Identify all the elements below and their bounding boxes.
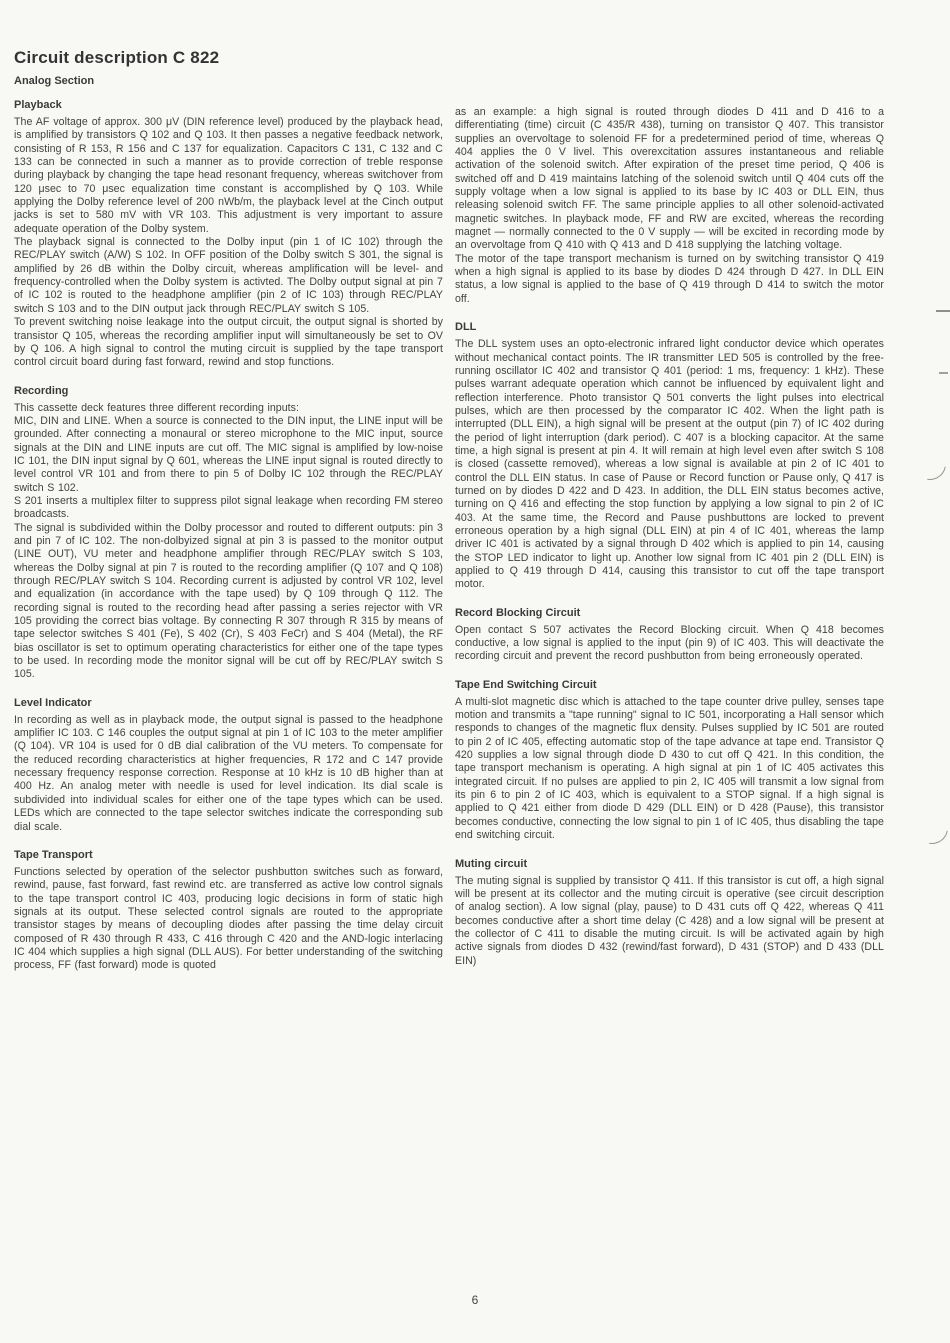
paragraph: A multi-slot magnetic disc which is attached to the tape counter drive pulley, senses tape motion and transmits a "tape running" signal to IC 501, incorporating a Hall sensor which responds to changes of the magnetic flux density. Pulses supplied by IC 501 are routed to pin 2 of IC 405, effecting automatic stop of the tape advance at tape end. Transistor Q 420 supplies a low signal through diode D 430 to cut off Q 421. In this condition, the tape transport mechanism is operating. A high signal at pin 1 of IC 405 activates this integrated circuit. If no pulses are applied to pin 2, IC 405 will transmit a low signal from its pin 6 to pin 2 of IC 403, which is equivalent to a STOP signal. If a high signal is applied to Q 421 either from diode D 429 (DLL EIN) or D 428 (Pause), this transistor becomes conductive, connecting the low signal to pin 1 of IC 405, thus disabling the tape end switching circuit. bbox=[455, 695, 884, 842]
section-tape-end-switching-circuit bbox=[455, 679, 884, 843]
left-column bbox=[14, 89, 443, 973]
paragraph: To prevent switching noise leakage into the output circuit, the output signal is shorted by transistor Q 105, whereas the recording amplifier input will simultaneously be set to OV by Q 106. A high signal to control the muting circuit is supplied by the tape transport control circuit board during fast forward, rewind and stop functions. bbox=[14, 316, 443, 369]
section-tape-transport bbox=[14, 849, 443, 973]
section-heading-muting-circuit: Muting circuit bbox=[455, 857, 528, 870]
section-heading-tape-end-switching-circuit: Tape End Switching Circuit bbox=[455, 678, 597, 691]
scan-artifact bbox=[936, 310, 950, 312]
section-dll bbox=[455, 321, 884, 592]
section-recording bbox=[14, 385, 443, 682]
paragraph: Functions selected by operation of the selector pushbutton switches such as forward, rewind, pause, fast forward, fast rewind etc. are transferred as active low control signals to the tape transport control IC 403, producing logic decisions in form of static high signals at its output. These selected control signals are routed to the appropriate transistor stages by means of decoupling diodes after passing the time delay circuit composed of R 430 through R 433, C 416 through C 420 and the AND-logic interlacing IC 404 which supplies a high signal (DLL AUS). For better understanding of the switching process, FF (fast forward) mode is quoted bbox=[14, 865, 443, 972]
section-heading-tape-transport: Tape Transport bbox=[14, 848, 93, 861]
doc-header bbox=[14, 48, 884, 87]
paragraph: The muting signal is supplied by transistor Q 411. If this transistor is cut off, a high signal will be present at its collector and the muting circuit is operative (see circuit description of analog section). A low signal (play, pause) to D 431 cuts off Q 422, whereas Q 411 becomes conductive after a short time delay (C 428) and a low signal will be present at the collector of C 411 to disable the muting circuit. Is will be activated again by high active signals from diodes D 432 (rewind/fast forward), D 431 (STOP) and D 433 (DLL EIN) bbox=[455, 874, 884, 967]
paragraph: The motor of the tape transport mechanism is turned on by switching transistor Q 419 when a high signal is applied to its base by diodes D 424 through D 427. In DLL EIN status, a low signal is applied to the base of Q 419 through D 414 to switch the motor off. bbox=[455, 252, 884, 305]
two-column-layout bbox=[14, 89, 884, 973]
paragraph: S 201 inserts a multiplex filter to suppress pilot signal leakage when recording FM stereo broadcasts. bbox=[14, 494, 443, 521]
section-heading-level-indicator: Level Indicator bbox=[14, 696, 92, 709]
paragraph: The playback signal is connected to the Dolby input (pin 1 of IC 102) through the REC/PLAY switch (A/W) S 102. In OFF position of the Dolby switch S 301, the signal is amplified by 26 dB within the Dolby circuit, whereas amplification will be level- and frequency-controlled when the Dolby system is activted. The Dolby output signal at pin 7 of IC 102 is routed to the headphone amplifier (pin 2 of IC 103) through REC/PLAY switch S 103 and to the DIN output jack through REC/PLAY switch S 105. bbox=[14, 236, 443, 315]
analog-section-label: Analog Section bbox=[14, 75, 95, 87]
right-column bbox=[455, 89, 884, 973]
paragraph: as an example: a high signal is routed through diodes D 411 and D 416 to a differentiating (time) circuit (C 435/R 438), turning on transistor Q 407. This transistor supplies an overvoltage to solenoid FF for a predetermined period of time, whereas Q 404 applies the 0 V livel. This overexcitation assures instantaneous and reliable activation of the solenoid switch. After expiration of the preset time period, Q 406 is switched off and D 419 maintains latching of the solenoid switch until Q 404 cuts off the supply voltage when a low signal is applied to its base by IC 403 or DLL EIN, thus releasing solenoid switch FF. The same principle applies to all other solenoid-activated magnetic switches. In playback mode, FF and RW are excited, whereas the recording magnet — normally connected to the 0 V supply — will be excited in recording mode by an overvoltage from Q 410 with Q 413 and D 418 supplying the latching voltage. bbox=[455, 106, 884, 252]
section-heading-recording: Recording bbox=[14, 384, 69, 397]
scan-artifact bbox=[908, 442, 950, 487]
section-playback bbox=[14, 99, 443, 370]
page-number: 6 bbox=[471, 1293, 479, 1307]
section-muting-circuit bbox=[455, 858, 884, 968]
paragraph: Open contact S 507 activates the Record Blocking circuit. When Q 418 becomes conductive, a low signal is applied to the input (pin 9) of IC 403. This will deactivate the recording circuit and prevent the record pushbutton from being erroneously operated. bbox=[455, 623, 884, 663]
paragraph: The AF voltage of approx. 300 μV (DIN reference level) produced by the playback head, is amplified by transistors Q 102 and Q 103. It then passes a negative feedback network, consisting of R 153, R 156 and C 137 for equalization. Capacitors C 131, C 132 and C 133 can be connected in such a manner as to provide correction of treble response during playback by changing the tape head resonant frequency, whereas switchover from 120 μsec to 70 μsec equalization time constant is accomplished by Q 103. While applying the Dolby reference level of 200 nWb/m, the playback level at the Cinch output jacks is set to 580 mV with VR 103. This adjustment is very important to assure adequate operation of the Dolby system. bbox=[14, 116, 443, 235]
paragraph: The DLL system uses an opto-electronic infrared light conductor device which operates without mechanical contact points. The IR transmitter LED 505 is controlled by the free-running oscillator IC 402 and transistor Q 401 (period: 1 ms, frequency: 1 kHz). These pulses warrant adequate operation which cannot be influenced by equivalent light and reflection interference. Photo transistor Q 501 converts the light pulses into electrical pulses, which are then processed by the comparator IC 402. When the light path is interrupted (DLL EIN), a high signal will be present at the output (pin 7) of IC 402 during the period of light interruption (dark period). C 407 is a blocking capacitor. At the same time, a high signal is present at pin 4. It will remain at high level even after switch S 108 is closed (cassette removed), whereas a low signal is available at pin 2 of IC 401 to control the DLL EIN status. In case of Pause or Record function or Pause only, Q 417 is turned on by diodes D 422 and D 423. In addition, the DLL EIN status becomes active, turning on Q 416 and effecting the stop function by applying a low signal to pin 2 of IC 403. At the same time, the Record and Pause pushbuttons are locked to prevent erroneous operation by a high signal (DLL EIN) at pin 4 of IC 401, whereas the lamp driver IC 401 is activated by a signal through D 402 which is applied to pin 14, causing the STOP LED indicator to light up. Another low signal from IC 401 pin 2 (DLL EIN) is applied to Q 419 through D 414, causing this transistor to cut off the tape transport motor. bbox=[455, 338, 884, 591]
section-record-blocking-circuit bbox=[455, 607, 884, 664]
paragraph: The signal is subdivided within the Dolby processor and routed to different outputs: pin 3 and pin 7 of IC 102. The non-dolbyized signal at pin 3 is passed to the monitor output (LINE OUT), VU meter and headphone amplifier through REC/PLAY switch S 103, whereas the Dolby signal at pin 7 is routed to the recording amplifier (Q 107 and Q 108) through REC/PLAY switch S 104. Recording current is adjusted by control VR 102, level and equalization (in accordance with the tape used) by Q 109 through Q 112. The recording signal is routed to the recording head after passing a series rejector with VR 105 providing the correct bias voltage. By connecting R 307 through R 315 by means of tape selector switches S 401 (Fe), S 402 (Cr), S 403 FeCr) and S 404 (Metal), the RF bias oscillator is set to optimum operating characteristics for either one of the tape types to be used. In recording mode the monitor signal will be cut off by REC/PLAY switch S 105. bbox=[14, 521, 443, 681]
section-heading-record-blocking-circuit: Record Blocking Circuit bbox=[455, 606, 581, 619]
paragraph: In recording as well as in playback mode, the output signal is passed to the headphone amplifier IC 103. C 146 couples the output signal at pin 1 of IC 103 to the meter amplifier (Q 104). VR 104 is used for 0 dB dial calibration of the VU meters. To compensate for the reduced recording characteristics at higher frequencies, R 172 and C 147 provide necessary frequency response correction. Response at 10 kHz is 10 dB higher than at 400 Hz. An analog meter with needle is used for level indication. Its dial scale is subdivided into individual scales for either one of the tape types which can be used. LEDs which are connected to the tape selector switches indicate the corresponding sub dial scale. bbox=[14, 713, 444, 833]
scan-artifact bbox=[939, 372, 948, 374]
section-heading-playback: Playback bbox=[14, 99, 62, 111]
section-tape-transport-continued bbox=[455, 106, 884, 306]
section-level-indicator bbox=[14, 697, 443, 834]
paragraph: This cassette deck features three different recording inputs: bbox=[14, 401, 299, 414]
section-heading-dll: DLL bbox=[455, 321, 477, 334]
paragraph: MIC, DIN and LINE. When a source is connected to the DIN input, the LINE input will be grounded. After connecting a monaural or stereo microphone to the MIC input, source signals at the DIN and LINE inputs are cut off. The MIC signal is amplified by low-noise IC 101, the DIN input signal by Q 601, whereas the LINE input signal is routed directly to level control VR 101 and from there to pin 5 of Dolby IC 102 through the REC/PLAY switch S 102. bbox=[14, 414, 443, 494]
page-title: Circuit description C 822 bbox=[14, 48, 220, 67]
scan-artifact bbox=[910, 806, 950, 851]
